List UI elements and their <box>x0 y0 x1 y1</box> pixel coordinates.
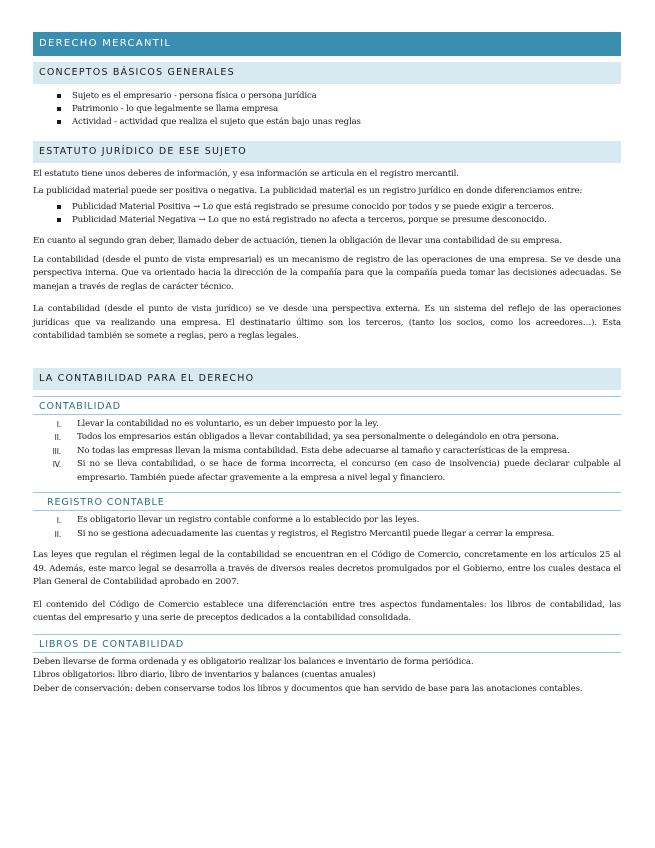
paragraph: El estatuto tiene unos deberes de información, y esa información se articula en el registro mercantil. <box>33 169 459 179</box>
publicidad-list <box>33 201 621 227</box>
section-heading-estatuto: ESTATUTO JURÍDICO DE ESE SUJETO <box>33 141 621 163</box>
paragraph: El contenido del Código de Comercio establece una diferenciación entre tres aspectos fundamentales: los libros de contabilidad, las cuentas del empresario y una serie de preceptos dedicados a la contabilidad consolidada. <box>33 599 621 623</box>
paragraph: La contabilidad (desde el punto de vista empresarial) es un mecanismo de registro de las operaciones de una empresa. Se ve desde una perspectiva interna. Que va orientado hacia la dirección de la compañía para que la compañía pueda tomar las decisiones adecuadas. Se manejan a través de reglas de carácter técnico. <box>33 254 621 292</box>
paragraph: Las leyes que regulan el régimen legal de la contabilidad se encuentran en el Código de Comercio, concretamente en los artículos 25 al 49. Además, este marco legal se desarrolla a través de diversos reales decretos promulgados por el Gobierno, entre los cuales destaca el Plan General de Contabilidad aprobado en 2007. <box>33 550 621 587</box>
paragraph: Deben llevarse de forma ordenada y es obligatorio realizar los balances e inventario de forma periódica. <box>33 656 474 667</box>
section-heading-conceptos: CONCEPTOS BÁSICOS GENERALES <box>33 62 621 84</box>
list-item: I. Es obligatorio llevar un registro contable conforme a lo establecido por las leyes. <box>56 515 420 525</box>
subsection-heading-registro: REGISTRO CONTABLE <box>33 492 621 511</box>
list-item: IV. Si no se lleva contabilidad, o se hace de forma incorrecta, el concurso (en caso de insolvencia) puede declarar culpable al empresario. También puede afectar gravemente a la empresa a nivel legal y financiero. <box>52 459 621 483</box>
list-item: Actividad - actividad que realiza el sujeto que están bajo unas reglas <box>72 116 621 129</box>
list-item: Publicidad Material Negativa → Lo que no está registrado no afecta a terceros, porque se presume desconocido. <box>72 214 621 227</box>
list-item: II. Todos los empresarios están obligados a llevar contabilidad, ya sea personalmente o delegándolo en otra persona. <box>54 432 559 442</box>
list-item: Publicidad Material Positiva → Lo que está registrado se presume conocido por todos y se puede exigir a terceros. <box>72 201 621 214</box>
list-item: III. No todas las empresas llevan la misma contabilidad. Esta debe adecuarse al tamaño y características de la empresa. <box>52 445 570 456</box>
paragraph: Deber de conservación: deben conservarse todos los libros y documentos que han servido de base para las anotaciones contables. <box>33 683 583 694</box>
list-item: Sujeto es el empresario - persona física o persona jurídica <box>72 90 621 103</box>
paragraph: La publicidad material puede ser positiva o negativa. La publicidad material es un registro jurídico en donde diferenciamos entre: <box>33 185 583 196</box>
section-heading-contabilidad-derecho: LA CONTABILIDAD PARA EL DERECHO <box>33 368 621 390</box>
registro-list <box>33 514 621 541</box>
document-page <box>33 32 621 696</box>
contabilidad-list <box>33 418 621 486</box>
paragraph: Libros obligatorios: libro diario, libro de inventarios y balances (cuentas anuales) <box>33 670 376 680</box>
document-title-bar: DERECHO MERCANTIL <box>33 32 621 56</box>
subsection-heading-libros: LIBROS DE CONTABILIDAD <box>33 634 621 653</box>
list-item: II. Si no se gestiona adecuadamente las cuentas y registros, el Registro Mercantil puede llegar a cerrar la empresa. <box>54 528 555 539</box>
list-item: Patrimonio - lo que legalmente se llama empresa <box>72 103 621 116</box>
subsection-heading-contabilidad: CONTABILIDAD <box>33 396 621 415</box>
conceptos-list <box>33 90 621 129</box>
paragraph: La contabilidad (desde el punto de vista jurídico) se ve desde una perspectiva externa. Es un sistema del reflejo de las operaciones jurídicas que va realizando una empresa. El destinatario último son los terceros, (tanto los socios, como los acreedores…). Esta contabilidad también se somete a reglas, pero a reglas legales. <box>33 304 621 341</box>
list-item: I. Llevar la contabilidad no es voluntario, es un deber impuesto por la ley. <box>56 418 379 429</box>
paragraph: En cuanto al segundo gran deber, llamado deber de actuación, tienen la obligación de llevar una contabilidad de su empresa. <box>33 236 562 246</box>
